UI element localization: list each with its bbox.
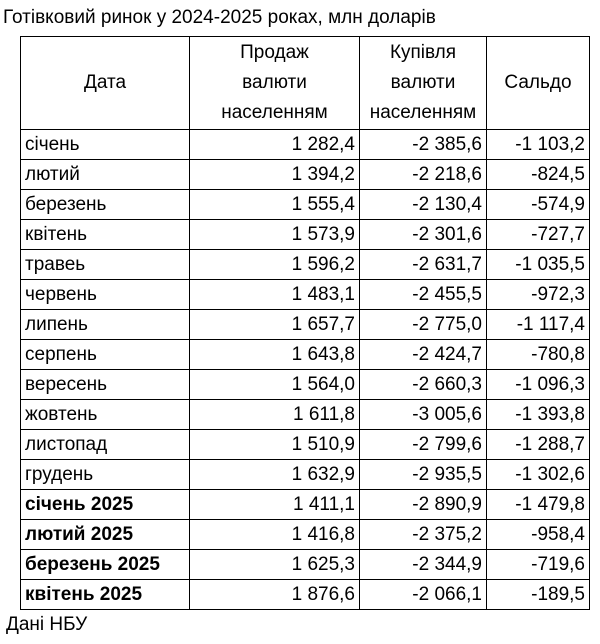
sell-cell: 1 564,0	[190, 370, 360, 400]
sell-cell: 1 416,8	[190, 520, 360, 550]
header-buy-line-3: населенням	[369, 102, 477, 123]
table-row	[21, 370, 590, 400]
date-cell: листопад	[21, 430, 190, 460]
buy-cell: -2 935,5	[360, 460, 487, 490]
balance-cell: -1 288,7	[487, 430, 590, 460]
table-title: Готівковий ринок у 2024-2025 роках, млн доларів	[3, 7, 436, 28]
sell-cell: 1 643,8	[190, 340, 360, 370]
date-cell: жовтень	[21, 400, 190, 430]
table-row	[21, 280, 590, 310]
buy-cell: -2 218,6	[360, 160, 487, 190]
buy-cell: -3 005,6	[360, 400, 487, 430]
buy-cell: -2 455,5	[360, 280, 487, 310]
table-row	[21, 190, 590, 220]
header-sell-line-3: населенням	[221, 102, 328, 123]
date-cell: грудень	[21, 460, 190, 490]
balance-cell: -958,4	[487, 520, 590, 550]
buy-cell: -2 066,1	[360, 580, 487, 610]
buy-cell: -2 799,6	[360, 430, 487, 460]
balance-cell: -719,6	[487, 550, 590, 580]
table-row	[21, 220, 590, 250]
balance-cell: -1 035,5	[487, 250, 590, 280]
date-cell: січень 2025	[21, 490, 190, 520]
buy-cell: -2 775,0	[360, 310, 487, 340]
date-cell: травеь	[21, 250, 190, 280]
date-cell: червень	[21, 280, 190, 310]
date-cell: липень	[21, 310, 190, 340]
sell-cell: 1 611,8	[190, 400, 360, 430]
buy-cell: -2 375,2	[360, 520, 487, 550]
date-cell: лютий 2025	[21, 520, 190, 550]
sell-cell: 1 555,4	[190, 190, 360, 220]
table-row	[21, 250, 590, 280]
header-balance: Сальдо	[487, 37, 590, 130]
sell-cell: 1 657,7	[190, 310, 360, 340]
header-sell	[190, 37, 360, 130]
buy-cell: -2 385,6	[360, 130, 487, 160]
buy-cell: -2 631,7	[360, 250, 487, 280]
header-sell-line-1: Продаж	[240, 42, 309, 63]
sell-cell: 1 596,2	[190, 250, 360, 280]
table-row	[21, 490, 590, 520]
balance-cell: -824,5	[487, 160, 590, 190]
table-row	[21, 130, 590, 160]
buy-cell: -2 660,3	[360, 370, 487, 400]
sell-cell: 1 876,6	[190, 580, 360, 610]
table-row	[21, 430, 590, 460]
buy-cell: -2 344,9	[360, 550, 487, 580]
table-row	[21, 460, 590, 490]
header-buy	[360, 37, 487, 130]
table-row	[21, 310, 590, 340]
date-cell: січень	[21, 130, 190, 160]
balance-cell: -1 302,6	[487, 460, 590, 490]
balance-cell: -1 103,2	[487, 130, 590, 160]
sell-cell: 1 625,3	[190, 550, 360, 580]
date-cell: серпень	[21, 340, 190, 370]
sell-cell: 1 411,1	[190, 490, 360, 520]
currency-market-table	[20, 36, 590, 610]
balance-cell: -972,3	[487, 280, 590, 310]
header-sell-line-2: валюти	[242, 72, 307, 93]
balance-cell: -727,7	[487, 220, 590, 250]
table-row	[21, 340, 590, 370]
buy-cell: -2 130,4	[360, 190, 487, 220]
sell-cell: 1 632,9	[190, 460, 360, 490]
balance-cell: -780,8	[487, 340, 590, 370]
balance-cell: -189,5	[487, 580, 590, 610]
balance-cell: -1 117,4	[487, 310, 590, 340]
buy-cell: -2 301,6	[360, 220, 487, 250]
header-row	[21, 37, 590, 130]
sell-cell: 1 573,9	[190, 220, 360, 250]
buy-cell: -2 424,7	[360, 340, 487, 370]
balance-cell: -1 393,8	[487, 400, 590, 430]
balance-cell: -1 096,3	[487, 370, 590, 400]
table-row	[21, 160, 590, 190]
balance-cell: -1 479,8	[487, 490, 590, 520]
table-row	[21, 580, 590, 610]
date-cell: квітень 2025	[21, 580, 190, 610]
date-cell: лютий	[21, 160, 190, 190]
balance-cell: -574,9	[487, 190, 590, 220]
table-row	[21, 520, 590, 550]
table-row	[21, 400, 590, 430]
header-date: Дата	[21, 37, 190, 130]
sell-cell: 1 282,4	[190, 130, 360, 160]
sell-cell: 1 394,2	[190, 160, 360, 190]
date-cell: вересень	[21, 370, 190, 400]
sell-cell: 1 510,9	[190, 430, 360, 460]
date-cell: березень 2025	[21, 550, 190, 580]
sell-cell: 1 483,1	[190, 280, 360, 310]
data-source: Дані НБУ	[6, 614, 88, 635]
table-row	[21, 550, 590, 580]
date-cell: квітень	[21, 220, 190, 250]
header-buy-line-2: валюти	[390, 72, 456, 93]
header-buy-line-1: Купівля	[389, 42, 457, 63]
date-cell: березень	[21, 190, 190, 220]
buy-cell: -2 890,9	[360, 490, 487, 520]
table-body	[21, 130, 590, 610]
